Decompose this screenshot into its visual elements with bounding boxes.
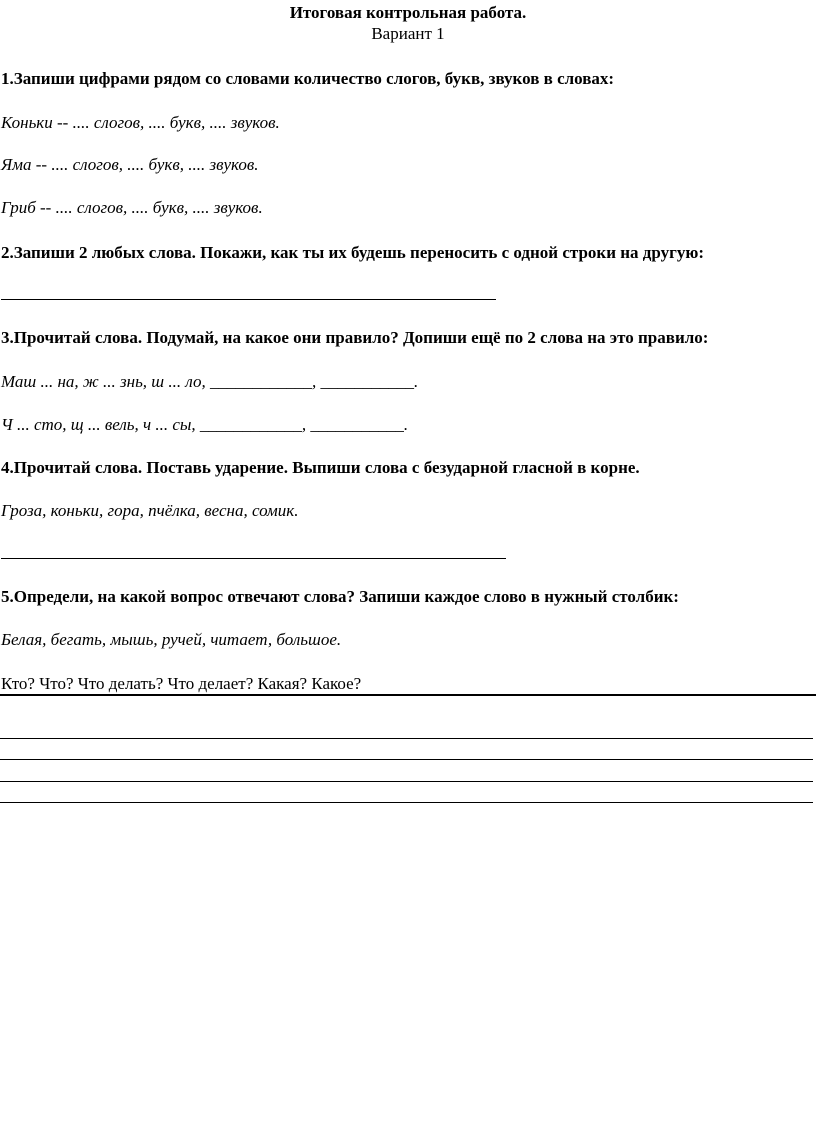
task3-line-2: Ч ... сто, щ ... вель, ч ... сы, ____________, ___________.	[1, 415, 409, 434]
task5-heading: 5.Определи, на какой вопрос отвечают слова? Запиши каждое слово в нужный столбик:	[1, 587, 679, 606]
task3-line-1: Маш ... на, ж ... знь, ш ... ло, ____________, ___________.	[1, 372, 419, 391]
task3-heading: 3.Прочитай слова. Подумай, на какое они правило? Допиши ещё по 2 слова на это правило:	[1, 328, 709, 347]
task4-heading: 4.Прочитай слова. Поставь ударение. Выпиши слова с безударной гласной в корне.	[1, 458, 640, 477]
answer-row-line-4[interactable]	[0, 802, 813, 803]
variant-label: Вариант 1	[371, 24, 445, 43]
task1-line-1: Коньки -- .... слогов, .... букв, .... звуков.	[1, 113, 280, 132]
answer-row-line-2[interactable]	[0, 759, 813, 760]
task1-heading: 1.Запиши цифрами рядом со словами количество слогов, букв, звуков в словах:	[1, 69, 615, 88]
page-title: Итоговая контрольная работа.	[289, 3, 527, 22]
answer-row-line-1[interactable]	[0, 738, 813, 739]
task1-line-3: Гриб -- .... слогов, .... букв, .... звуков.	[1, 198, 263, 217]
task5-words: Белая, бегать, мышь, ручей, читает, большое.	[1, 630, 342, 649]
task2-heading: 2.Запиши 2 любых слова. Покажи, как ты их будешь переносить с одной строки на другую:	[1, 243, 704, 262]
task2-answer-line[interactable]	[1, 299, 496, 300]
answer-row-line-3[interactable]	[0, 781, 813, 782]
task5-questions: Кто? Что? Что делать? Что делает? Какая? Какое?	[1, 674, 362, 693]
task1-line-2: Яма -- .... слогов, .... букв, .... звуков.	[1, 155, 259, 174]
task4-words: Гроза, коньки, гора, пчёлка, весна, сомик.	[1, 501, 299, 520]
task4-answer-line[interactable]	[1, 558, 506, 559]
table-top-border	[0, 694, 816, 696]
